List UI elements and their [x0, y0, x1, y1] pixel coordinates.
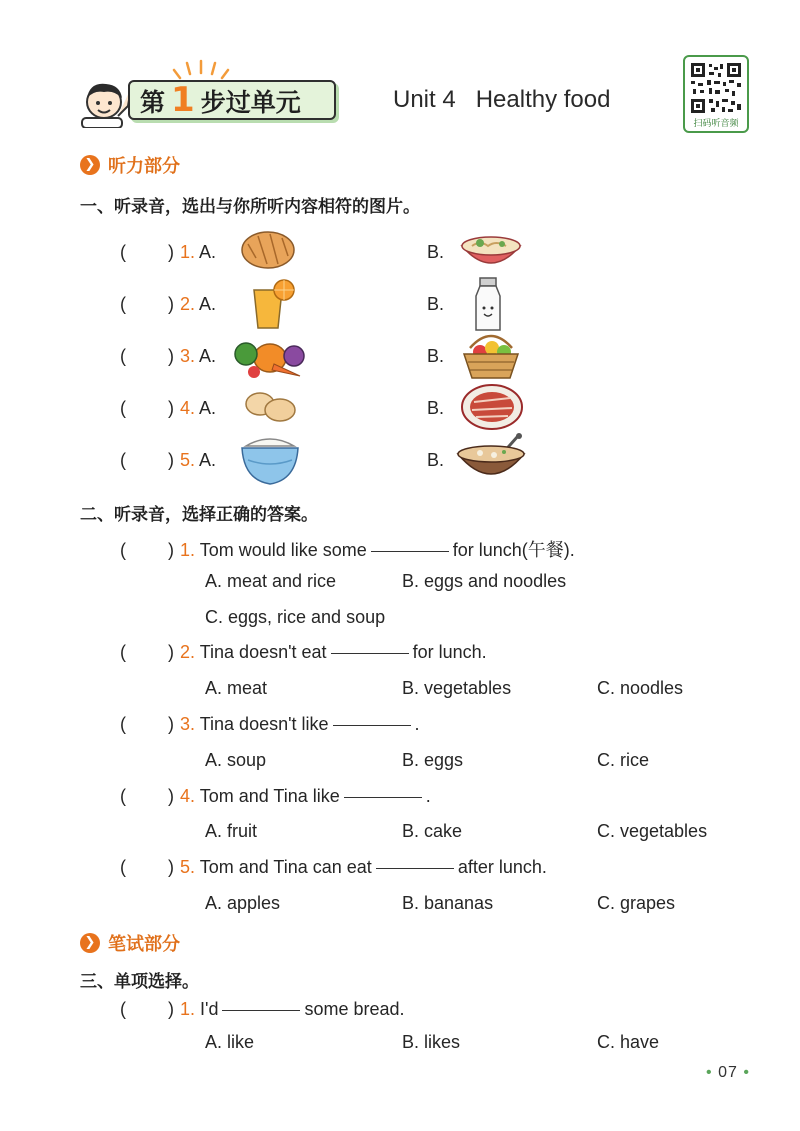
option-a[interactable]: A. soup	[205, 750, 267, 770]
part2-title: 二、听录音，选择正确的答案。	[80, 505, 318, 525]
fill-blank[interactable]	[371, 551, 449, 552]
answer-blank[interactable]: ( )	[120, 714, 174, 734]
badge-number: 1	[171, 80, 195, 120]
question-text-end: .	[425, 786, 431, 806]
option-a[interactable]: A. meat and rice	[205, 571, 337, 591]
unit-title	[393, 86, 610, 114]
p1-row-2	[120, 294, 216, 315]
answer-blank[interactable]: ( )	[120, 857, 174, 877]
option-b[interactable]: B. cake	[402, 821, 463, 841]
question-text-end: .	[414, 714, 420, 734]
p1-row-3	[120, 346, 216, 367]
p2-q2	[120, 642, 487, 663]
fill-blank[interactable]	[344, 797, 422, 798]
answer-blank[interactable]: ( )	[120, 786, 174, 806]
page-number-text: 07	[718, 1064, 738, 1081]
option-b-label: B.	[427, 242, 445, 262]
option-c[interactable]: C. eggs, rice and soup	[205, 607, 386, 627]
p2-q3	[120, 714, 420, 735]
option-a[interactable]: A. meat	[205, 678, 268, 698]
answer-blank[interactable]: ( )	[120, 642, 174, 662]
option-b-label: B.	[427, 398, 445, 418]
fill-blank[interactable]	[222, 1010, 300, 1011]
dot-icon: •	[743, 1064, 750, 1081]
p2-q4	[120, 786, 431, 807]
item-number: 1.	[180, 540, 196, 560]
badge-text	[140, 80, 301, 120]
writing-section-title	[80, 930, 180, 956]
p2-q5	[120, 857, 547, 878]
p1-row-4	[120, 398, 216, 419]
question-text: Tom and Tina can eat	[199, 857, 372, 877]
option-a-label: A.	[199, 450, 217, 470]
part3-title: 三、单项选择。	[80, 972, 199, 992]
option-b[interactable]: B. likes	[402, 1032, 461, 1052]
option-a[interactable]: A. like	[205, 1032, 255, 1052]
option-a-label: A.	[199, 346, 217, 366]
question-text: Tom would like some	[199, 540, 367, 560]
option-b[interactable]: B. vegetables	[402, 678, 512, 698]
option-c[interactable]: C. noodles	[597, 678, 684, 698]
unit-name: Healthy food	[475, 86, 611, 113]
rice-bowl-icon[interactable]	[238, 432, 302, 488]
boy-mascot-icon	[78, 76, 134, 128]
bread-icon[interactable]	[240, 226, 298, 272]
answer-blank[interactable]: ( )	[120, 398, 174, 418]
fill-blank[interactable]	[376, 868, 454, 869]
qr-caption: 扫码听音频	[693, 119, 739, 129]
question-text-end: for lunch(午餐).	[452, 540, 575, 560]
question-text: I'd	[200, 999, 219, 1019]
item-number: 4.	[180, 786, 196, 806]
fruit-basket-icon[interactable]	[460, 330, 522, 382]
unit-label: Unit 4	[393, 86, 456, 113]
answer-blank[interactable]: ( )	[120, 540, 174, 560]
meat-plate-icon[interactable]	[460, 382, 524, 432]
badge-suffix: 步过单元	[200, 88, 301, 117]
fill-blank[interactable]	[331, 653, 409, 654]
question-text-end: for lunch.	[412, 642, 487, 662]
arrow-icon: ❯	[80, 933, 100, 953]
badge-prefix: 第	[140, 88, 166, 117]
option-c[interactable]: C. vegetables	[597, 821, 708, 841]
item-number: 3.	[180, 346, 196, 366]
option-a[interactable]: A. fruit	[205, 821, 258, 841]
question-text-end: some bread.	[304, 999, 405, 1019]
item-number: 3.	[180, 714, 196, 734]
vegetables-icon[interactable]	[232, 330, 308, 380]
page-number	[706, 1064, 750, 1082]
option-b-label: B.	[427, 294, 445, 314]
answer-blank[interactable]: ( )	[120, 999, 174, 1019]
item-number: 5.	[180, 450, 196, 470]
soup-bowl-icon[interactable]	[454, 432, 528, 486]
answer-blank[interactable]: ( )	[120, 294, 174, 314]
question-text: Tom and Tina like	[199, 786, 340, 806]
listening-title-text: 听力部分	[108, 156, 180, 177]
option-c[interactable]: C. have	[597, 1032, 660, 1052]
option-c[interactable]: C. grapes	[597, 893, 676, 913]
arrow-icon: ❯	[80, 155, 100, 175]
option-b-label: B.	[427, 346, 445, 366]
option-b[interactable]: B. eggs	[402, 750, 464, 770]
item-number: 2.	[180, 294, 196, 314]
option-b-label: B.	[427, 450, 445, 470]
sun-rays-icon	[170, 58, 230, 82]
orange-juice-icon[interactable]	[248, 278, 296, 332]
question-text: Tina doesn't like	[199, 714, 329, 734]
p3-q1	[120, 999, 405, 1020]
answer-blank[interactable]: ( )	[120, 450, 174, 470]
answer-blank[interactable]: ( )	[120, 346, 174, 366]
p1-row-1	[120, 242, 216, 263]
item-number: 1.	[180, 242, 196, 262]
item-number: 5.	[180, 857, 196, 877]
milk-bottle-icon[interactable]	[470, 276, 506, 334]
item-number: 1.	[180, 999, 196, 1019]
answer-blank[interactable]: ( )	[120, 242, 174, 262]
option-a-label: A.	[199, 294, 217, 314]
unit-badge	[78, 58, 340, 126]
dot-icon: •	[706, 1064, 713, 1081]
item-number: 2.	[180, 642, 196, 662]
option-a-label: A.	[199, 398, 217, 418]
item-number: 4.	[180, 398, 196, 418]
qr-code[interactable]	[683, 55, 749, 133]
option-b[interactable]: B. bananas	[402, 893, 494, 913]
qr-code-icon	[685, 59, 747, 117]
question-text-end: after lunch.	[457, 857, 547, 877]
question-text: Tina doesn't eat	[199, 642, 327, 662]
listening-section-title	[80, 152, 180, 178]
option-a[interactable]: A. apples	[205, 893, 281, 913]
writing-title-text: 笔试部分	[108, 934, 180, 955]
p1-row-5	[120, 450, 216, 471]
option-b[interactable]: B. eggs and noodles	[402, 571, 567, 591]
option-a-label: A.	[199, 242, 217, 262]
part1-title: 一、听录音，选出与你所听内容相符的图片。	[80, 197, 420, 217]
option-c[interactable]: C. rice	[597, 750, 650, 770]
fill-blank[interactable]	[333, 725, 411, 726]
p2-q1	[120, 536, 575, 562]
noodles-icon[interactable]	[458, 228, 524, 276]
eggs-icon[interactable]	[242, 388, 298, 424]
